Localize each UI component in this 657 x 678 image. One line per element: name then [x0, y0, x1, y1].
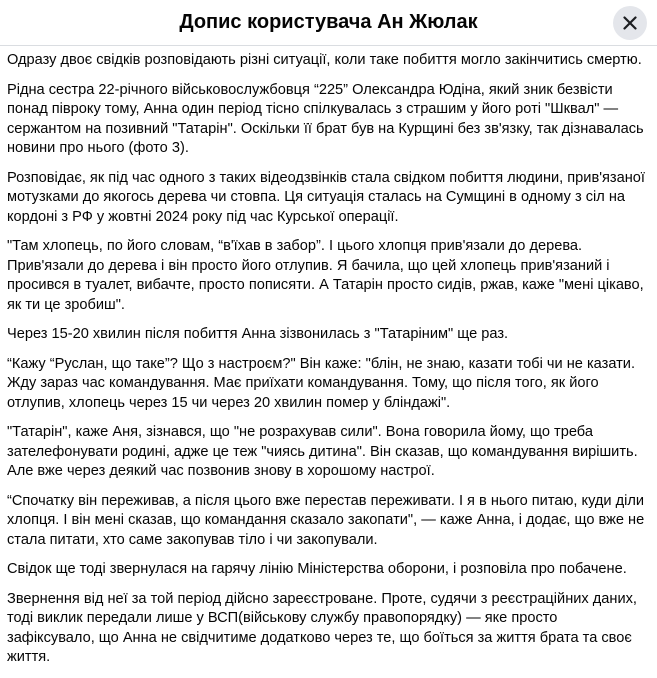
post-paragraph: Через 15-20 хвилин після побиття Анна зізвонилась з "Татаріним" ще раз. [7, 326, 509, 342]
post-paragraph: Рідна сестра 22-річного військовослужбовця “225” Олександра Юдіна, який зник безвісти понад півроку тому, Анна один період тісно спілкувалась з страшим у його роті "Шквал" — сержантом на позивний "Татарін". Оскільки її брат був на Курщині без зв'язку, так дізнавалась новини про нього (фото 3). [7, 81, 644, 156]
post-paragraph: Розповідає, як під час одного з таких відеодзвінків стала свідком побиття людини, прив'язаної мотузками до якогось дерева чи стовпа. Ця ситуація сталась на Сумщині в одному з сіл на кордоні з РФ у жовтні 2024 року під час Курської операції. [7, 169, 645, 225]
post-paragraph: “Спочатку він переживав, а після цього вже перестав переживати. І я в нього питаю, куди діли хлопця. І він мені сказав, що командання сказало закопати", — каже Анна, і додає, що вже не стала питати, хто саме закопував тіло і чи закопували. [7, 492, 645, 548]
dialog-title: Допис користувача Ан Жюлак [179, 11, 478, 33]
post-paragraph: Свідок ще тоді звернулася на гарячу лінію Міністерства оборони, і розповіла про побачене. [7, 561, 627, 577]
close-icon [623, 16, 637, 30]
close-button[interactable] [613, 6, 647, 40]
post-paragraph: "Татарін", каже Аня, зізнався, що "не розрахував сили". Вона говорила йому, що треба зателефонувати родині, адже це теж "чиясь дитина". Він сказав, що командування вирішить. Але вже через деякий час позвонив знову в хорошому настрої. [7, 424, 638, 479]
post-body [7, 51, 647, 678]
post-paragraph: Одразу двоє свідків розповідають різні ситуації, коли таке побиття могло закінчитись смертю. [7, 52, 642, 68]
post-paragraph: Звернення від неї за той період дійсно зареєстроване. Проте, судячи з реєстраційних даних, тоді виклик передали лише у ВСП(військову службу правопорядку) — яке просто зафіксувало, що Анна не свідчитиме додатково через те, що боїться за життя брата та своє життя. [7, 590, 637, 665]
dialog-header [0, 0, 657, 46]
post-paragraph: “Кажу “Руслан, що таке”? Що з настроєм?" Він каже: "блін, не знаю, казати тобі чи не казати. Жду зараз час командування. Має приїхати командування. Тому, що після того, як його отлупив, хлопець через 15 чи через 20 хвилин помер у бліндажі". [7, 355, 636, 411]
post-paragraph: "Там хлопець, по його словам, “в'їхав в забор”. І цього хлопця прив'язали до дерева. Прив'язали до дерева і він просто його отлупив. Я бачила, що цей хлопець прив'язаний і просився в туалет, вибачте, просто пописяти. А Татарін просто сидів, ржав, каже "мені цікаво, як ти це зробиш". [7, 238, 644, 313]
